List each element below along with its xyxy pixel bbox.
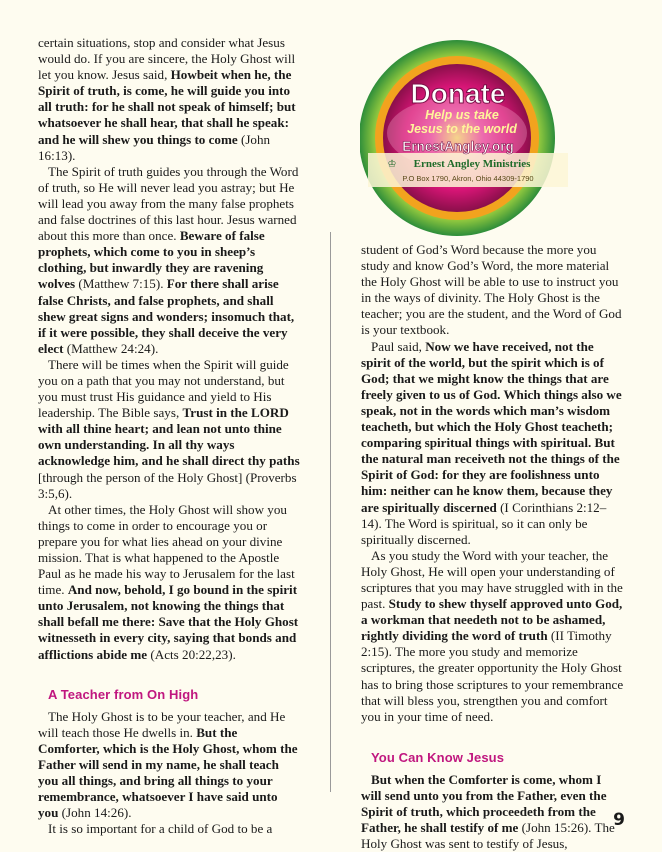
body-text: It is so important for a child of God to be a: [48, 821, 273, 837]
ad-line1: Help us take: [425, 108, 499, 122]
page-number: 9: [613, 810, 625, 830]
paragraph: [38, 357, 300, 502]
ad-url[interactable]: ErnestAngley.org: [402, 139, 514, 154]
body-text: (Matthew 7:15).: [75, 276, 167, 292]
body-text: (Matthew 24:24).: [63, 340, 159, 356]
left-paragraphs: [38, 35, 300, 663]
scripture-quote: Study to shew thyself approved unto God, a workman that needeth not to be ashamed, rightly dividing the word of truth: [361, 596, 623, 644]
paragraph: [361, 339, 624, 548]
left-column: [38, 35, 300, 838]
ad-line2: Jesus to the world: [407, 122, 517, 136]
right-paragraphs-2: [361, 772, 624, 852]
scripture-quote: Howbeit when he, the Spirit of truth, is come, he will guide you into all truth: for he shall not speak of himself; but whatsoever he shall hear, that shall he speak: and he will shew you things to come: [38, 67, 296, 147]
paragraph: [38, 164, 300, 357]
body-text: certain situations, stop and consider what Jesus would do. If you are sincere, the Holy Ghost will let you know. Jesus said,: [38, 35, 296, 83]
scripture-quote: But when the Comforter is come, whom I will send unto you from the Father, even the Spirit of truth, which proceedeth from the Father, he shall testify of me: [361, 771, 607, 836]
crown-icon: ♔: [387, 159, 397, 170]
donate-ad[interactable]: [360, 35, 570, 240]
paragraph: [38, 35, 300, 164]
right-paragraphs: [361, 242, 624, 725]
body-text: The Spirit of truth guides you through the Word of truth, so He will never lead you astray; but He will lead you away from the many false prophets and false doctrines of this last hour. Jesus warned about this more than once.: [38, 163, 299, 244]
left-paragraphs-2: [38, 709, 300, 838]
paragraph: [38, 502, 300, 663]
section-heading-teacher: A Teacher from On High: [48, 686, 199, 702]
scripture-quote: But the Comforter, which is the Holy Ghost, whom the Father will send in my name, he shall teach you all things, and bring all things to your remembrance, whatsoever I have said unto you: [38, 724, 298, 821]
body-text: student of God’s Word because the more you study and know God’s Word, the more material the Holy Ghost will be able to use to instruct you in the ways of divinity. The Holy Ghost is the teacher; you are the student, and the Word of God is your textbook.: [361, 242, 622, 338]
body-text: Paul said,: [371, 338, 426, 354]
paragraph: [38, 821, 300, 837]
scripture-quote: For there shall arise false Christs, and false prophets, and shall shew great signs and wonders; insomuch that, if it were possible, they shall deceive the very elect: [38, 276, 295, 356]
scripture-quote: Beware of false prophets, which come to you in sheep’s clothing, but inwardly they are ravening wolves: [38, 228, 265, 292]
right-column: [361, 242, 624, 852]
column-divider: [330, 232, 331, 792]
paragraph: [361, 548, 624, 725]
scripture-quote: And now, behold, I go bound in the spirit unto Jerusalem, not knowing the things that shall befall me there: Save that the Holy Ghost witnesseth in every city, saying that bonds and afflictions abide me: [38, 582, 299, 662]
ad-address: P.O Box 1790, Akron, Ohio 44309-1790: [402, 174, 534, 183]
donate-ad-graphic: [360, 35, 570, 240]
scripture-quote: Trust in the LORD with all thine heart; and lean not unto thine own understanding. In all thy ways acknowledge him, and he shall direct thy paths: [38, 405, 300, 469]
body-text: (John 16:13).: [38, 131, 271, 163]
section-heading-know-jesus: You Can Know Jesus: [371, 749, 505, 765]
paragraph: [38, 709, 300, 822]
body-text: (John 14:26).: [58, 805, 132, 821]
scripture-quote: Now we have received, not the spirit of the world, but the spirit which is of God; that we might know the things that are freely given to us of God. Which things also we speak, not in the words which man’s wisdom teacheth, but which the Holy Ghost teacheth; comparing spiritual things with spiritual. But the natural man receiveth not the things of the Spirit of God: for they are foolishness unto him: neither can he know them, because they are spiritually discerned: [361, 338, 622, 515]
body-text: (Acts 20:22,23).: [147, 646, 236, 662]
body-text: At other times, the Holy Ghost will show you things to come in order to encourage you or prepare you for what lies ahead on your divine mission. That is what happened to the Apostle Paul as he made his way to Jerusalem for the last time.: [38, 501, 295, 598]
paragraph: [361, 242, 624, 339]
body-text: (I Corinthians 2:12–14). The Word is spiritual, so it can only be spiritually discerned.: [361, 499, 607, 547]
paragraph: [361, 772, 624, 852]
ad-title: Donate: [410, 78, 506, 109]
body-text: As you study the Word with your teacher, the Holy Ghost, He will open your understanding of scriptures that you may have struggled with in the past.: [361, 547, 623, 612]
body-text: There will be times when the Spirit will guide you on a path that you may not understand, but you must trust His guidance and yield to His leadership. The Bible says,: [38, 356, 289, 421]
body-text: (II Timothy 2:15). The more you study and memorize scriptures, the greater opportunity the Holy Ghost has to bring those scriptures to your remembrance that will bless you, strengthen you and comfort you in your time of need.: [361, 628, 624, 724]
body-text: (John 15:26). The Holy Ghost was sent to testify of Jesus,: [361, 820, 615, 852]
body-text: [through the person of the Holy Ghost] (Proverbs 3:5,6).: [38, 469, 297, 501]
body-text: The Holy Ghost is to be your teacher, and He will teach those He dwells in.: [38, 708, 286, 740]
ad-ministry: Ernest Angley Ministries: [413, 158, 531, 170]
